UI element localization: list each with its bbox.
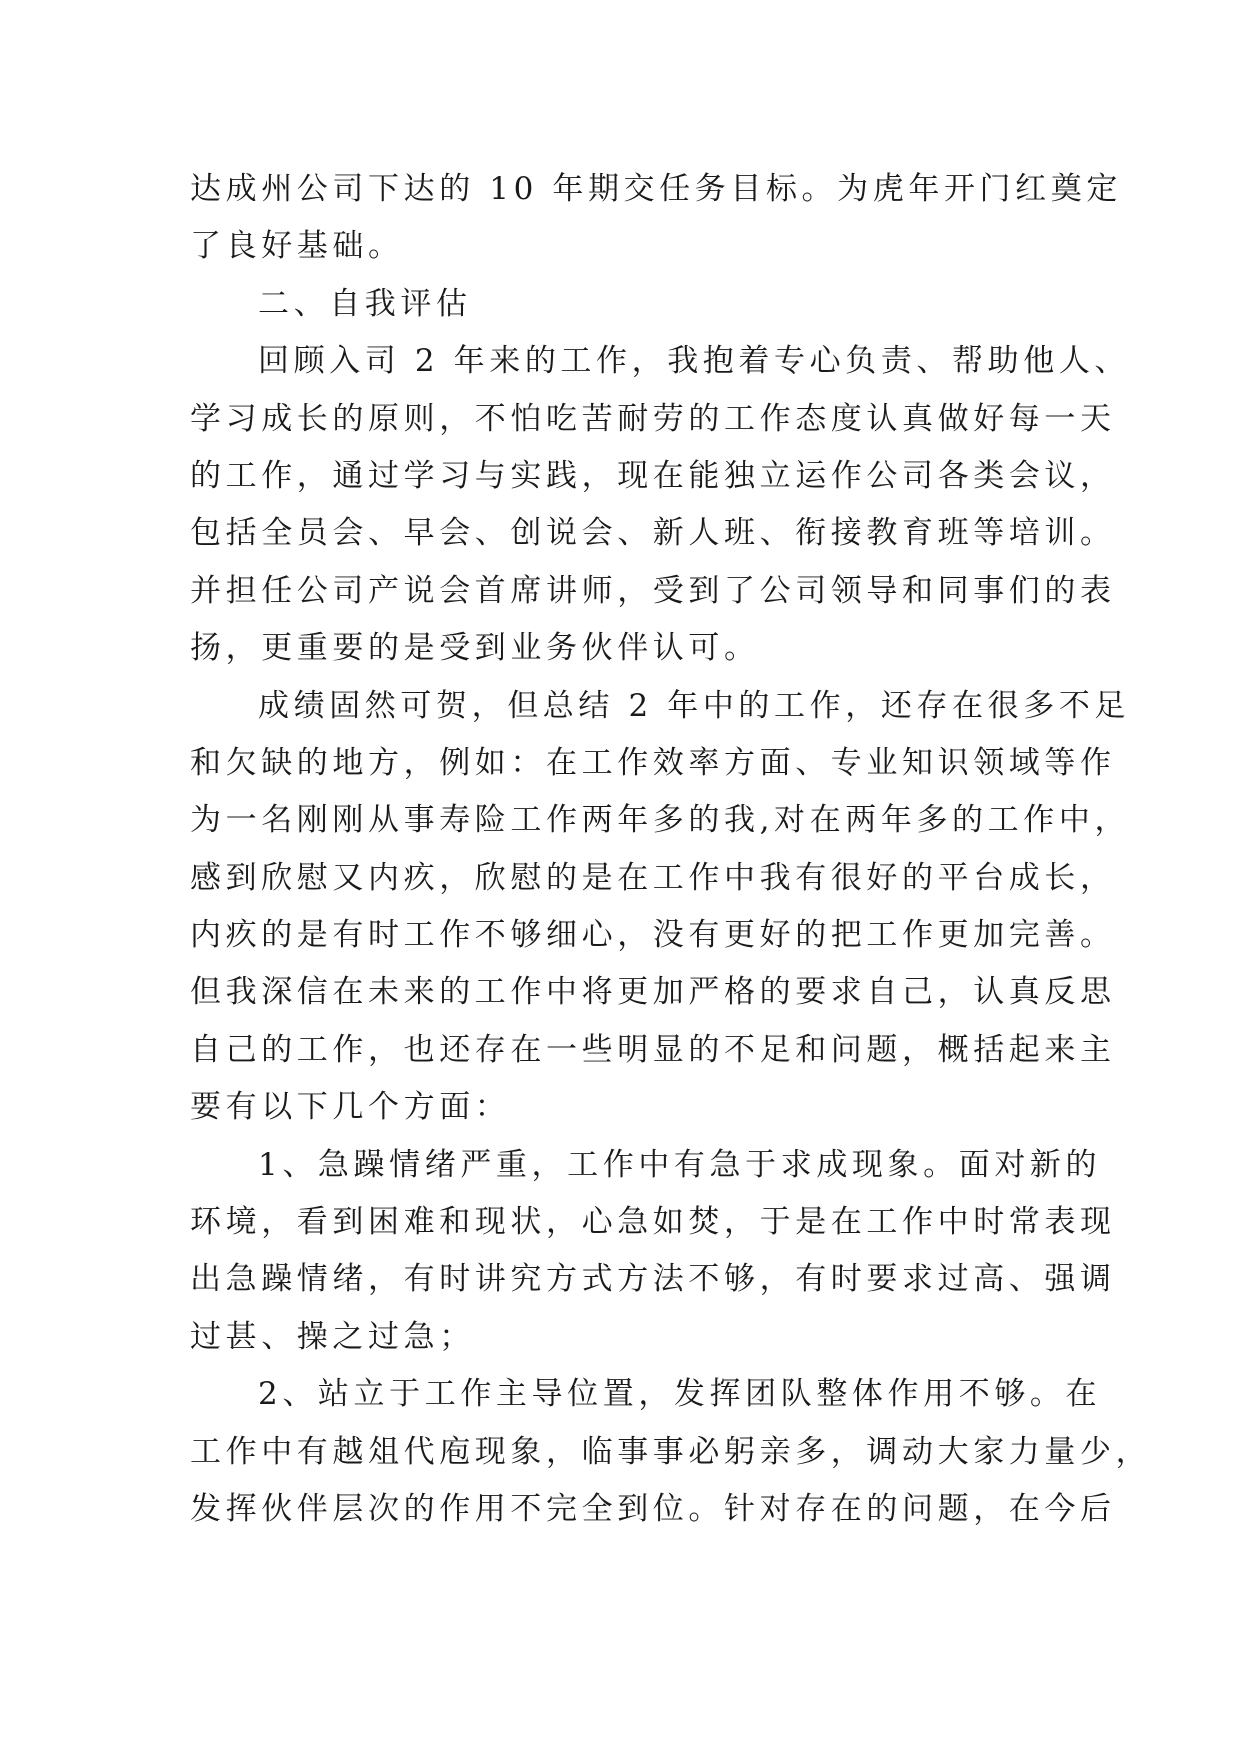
text-line: 和欠缺的地方，例如：在工作效率方面、专业知识领域等作: [190, 744, 1116, 781]
text-line: 过甚、操之过急；: [190, 1318, 475, 1355]
text-line: 包括全员会、早会、创说会、新人班、衔接教育班等培训。: [190, 515, 1116, 552]
text-line: 出急躁情绪，有时讲究方式方法不够，有时要求过高、强调: [190, 1261, 1116, 1298]
text-line: 了良好基础。: [190, 228, 404, 265]
text-line: 发挥伙伴层次的作用不完全到位。针对存在的问题，在今后: [190, 1490, 1116, 1527]
text-line: 工作中有越俎代庖现象，临事事必躬亲多，调动大家力量少，: [190, 1433, 1152, 1470]
list-item-1: 1、急躁情绪严重，工作中有急于求成现象。面对新的: [258, 1146, 1102, 1183]
text-line: 扬，更重要的是受到业务伙伴认可。: [190, 630, 760, 667]
text-line: 的工作，通过学习与实践，现在能独立运作公司各类会议，: [190, 457, 1116, 494]
text-line: 并担任公司产说会首席讲师，受到了公司领导和同事们的表: [190, 572, 1116, 609]
text-line: 自己的工作，也还存在一些明显的不足和问题，概括起来主: [190, 1031, 1116, 1068]
text-line: 环境，看到困难和现状，心急如焚，于是在工作中时常表现: [190, 1204, 1116, 1241]
list-item-2: 2、站立于工作主导位置，发挥团队整体作用不够。在: [258, 1376, 1102, 1413]
text-line: 内疚的是有时工作不够细心，没有更好的把工作更加完善。: [190, 917, 1116, 954]
text-line: 成绩固然可贺，但总结 2 年中的工作，还存在很多不足: [258, 687, 1131, 724]
text-line: 感到欣慰又内疚，欣慰的是在工作中我有很好的平台成长，: [190, 859, 1116, 896]
text-line: 达成州公司下达的 10 年期交任务目标。为虎年开门红奠定: [190, 171, 1122, 207]
text-line: 为一名刚刚从事寿险工作两年多的我,对在两年多的工作中，: [190, 802, 1131, 839]
text-line: 但我深信在未来的工作中将更加严格的要求自己，认真反思: [190, 974, 1116, 1011]
text-line: 回顾入司 2 年来的工作，我抱着专心负责、帮助他人、: [258, 343, 1131, 380]
section-heading: 二、自我评估: [258, 285, 472, 322]
text-line: 要有以下几个方面：: [190, 1089, 511, 1126]
body-text: [190, 161, 1152, 1538]
text-line: 学习成长的原则，不怕吃苦耐劳的工作态度认真做好每一天: [190, 400, 1116, 437]
